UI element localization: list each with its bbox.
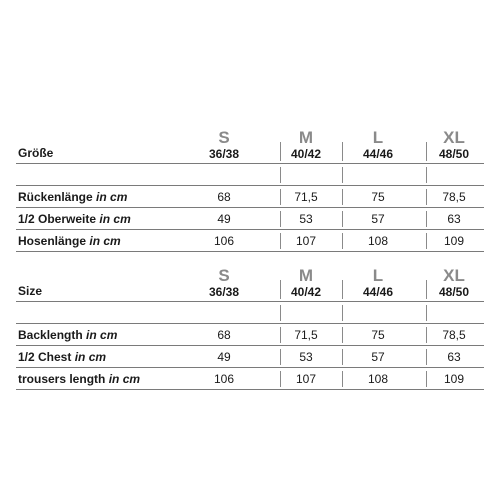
column-divider	[342, 233, 343, 249]
table-cell: 75	[371, 190, 385, 204]
table-cell: 71,5	[294, 328, 318, 342]
table-row	[16, 186, 484, 208]
table-cell: 78,5	[442, 190, 466, 204]
column-divider	[280, 167, 281, 183]
column-divider	[426, 371, 427, 387]
size-letter: XL	[443, 266, 465, 285]
column-divider	[280, 211, 281, 227]
column-divider	[426, 211, 427, 227]
row-label-text: 1/2 Oberweite	[18, 212, 97, 226]
size-number: 36/38	[208, 147, 240, 161]
row-label	[16, 208, 166, 230]
table-header-row	[16, 262, 484, 302]
column-divider	[342, 167, 343, 183]
size-number: 40/42	[290, 285, 322, 299]
size-header-label: Größe	[18, 146, 54, 160]
column-divider	[342, 327, 343, 343]
table-cell: 78,5	[442, 328, 466, 342]
table-row	[16, 346, 484, 368]
row-label-unit: in cm	[96, 190, 128, 204]
row-label-text: Backlength	[18, 328, 83, 342]
column-divider	[280, 280, 281, 299]
size-column-s	[176, 262, 272, 302]
table-cell: 108	[367, 234, 389, 248]
table-row	[16, 230, 484, 252]
table-cell: 108	[367, 372, 389, 386]
size-number: 36/38	[208, 285, 240, 299]
row-label-unit: in cm	[74, 350, 107, 364]
size-column-s	[176, 124, 272, 164]
table-cell: 63	[447, 212, 461, 226]
row-label-text: Hosenlänge	[18, 234, 87, 248]
size-number: 40/42	[290, 147, 322, 161]
size-letter: S	[218, 266, 230, 285]
column-divider	[426, 280, 427, 299]
row-label-unit: in cm	[86, 328, 118, 342]
size-number: 48/50	[438, 285, 470, 299]
row-label	[16, 230, 166, 252]
table-cell: 53	[299, 350, 313, 364]
column-divider	[426, 189, 427, 205]
table-cell: 107	[295, 234, 317, 248]
table-cell: 63	[447, 350, 461, 364]
size-column-l	[340, 262, 416, 302]
column-divider	[342, 142, 343, 161]
size-header-label: Size	[18, 284, 43, 298]
column-divider	[426, 167, 427, 183]
table-cell: 109	[443, 234, 465, 248]
column-divider	[280, 327, 281, 343]
column-divider	[426, 305, 427, 321]
column-divider	[280, 142, 281, 161]
row-label-unit: in cm	[99, 212, 131, 226]
table-cell: 49	[217, 350, 231, 364]
column-divider	[426, 327, 427, 343]
size-letter: S	[218, 128, 230, 147]
column-divider	[280, 349, 281, 365]
row-label	[16, 186, 166, 208]
column-divider	[280, 305, 281, 321]
table-cell: 57	[371, 350, 385, 364]
column-divider	[280, 189, 281, 205]
column-divider	[342, 371, 343, 387]
column-divider	[342, 211, 343, 227]
row-label	[16, 346, 166, 368]
row-label-text: trousers length	[18, 372, 106, 386]
table-cell: 53	[299, 212, 313, 226]
row-label	[16, 368, 166, 390]
row-label-unit: in cm	[89, 234, 121, 248]
size-number: 44/46	[362, 147, 394, 161]
row-label	[16, 324, 166, 346]
table-cell: 107	[295, 372, 317, 386]
column-divider	[342, 349, 343, 365]
size-column-m	[278, 124, 334, 164]
column-divider	[426, 142, 427, 161]
size-column-xl	[424, 262, 484, 302]
table-row	[16, 368, 484, 390]
size-letter: XL	[443, 128, 465, 147]
size-column-xl	[424, 124, 484, 164]
row-label-unit: in cm	[108, 372, 141, 386]
size-letter: M	[298, 128, 314, 147]
row-label-text: 1/2 Chest	[18, 350, 72, 364]
size-number: 48/50	[438, 147, 470, 161]
table-cell: 68	[217, 190, 231, 204]
column-divider	[342, 305, 343, 321]
table-row	[16, 208, 484, 230]
column-divider	[280, 371, 281, 387]
table-spacer-row	[16, 164, 484, 186]
size-column-l	[340, 124, 416, 164]
table-spacer-row	[16, 302, 484, 324]
table-cell: 106	[213, 234, 235, 248]
size-letter: L	[372, 128, 384, 147]
size-column-m	[278, 262, 334, 302]
size-letter: L	[372, 266, 384, 285]
size-table-english	[16, 262, 484, 390]
size-table-german	[16, 124, 484, 252]
table-cell: 106	[213, 372, 235, 386]
column-divider	[342, 189, 343, 205]
table-cell: 68	[217, 328, 231, 342]
table-cell: 71,5	[294, 190, 318, 204]
table-cell: 75	[371, 328, 385, 342]
table-cell: 109	[443, 372, 465, 386]
column-divider	[280, 233, 281, 249]
table-header-row	[16, 124, 484, 164]
size-letter: M	[298, 266, 314, 285]
row-label-text: Rückenlänge	[18, 190, 93, 204]
column-divider	[426, 349, 427, 365]
table-row	[16, 324, 484, 346]
column-divider	[426, 233, 427, 249]
size-number: 44/46	[362, 285, 394, 299]
table-cell: 49	[217, 212, 231, 226]
table-cell: 57	[371, 212, 385, 226]
column-divider	[342, 280, 343, 299]
